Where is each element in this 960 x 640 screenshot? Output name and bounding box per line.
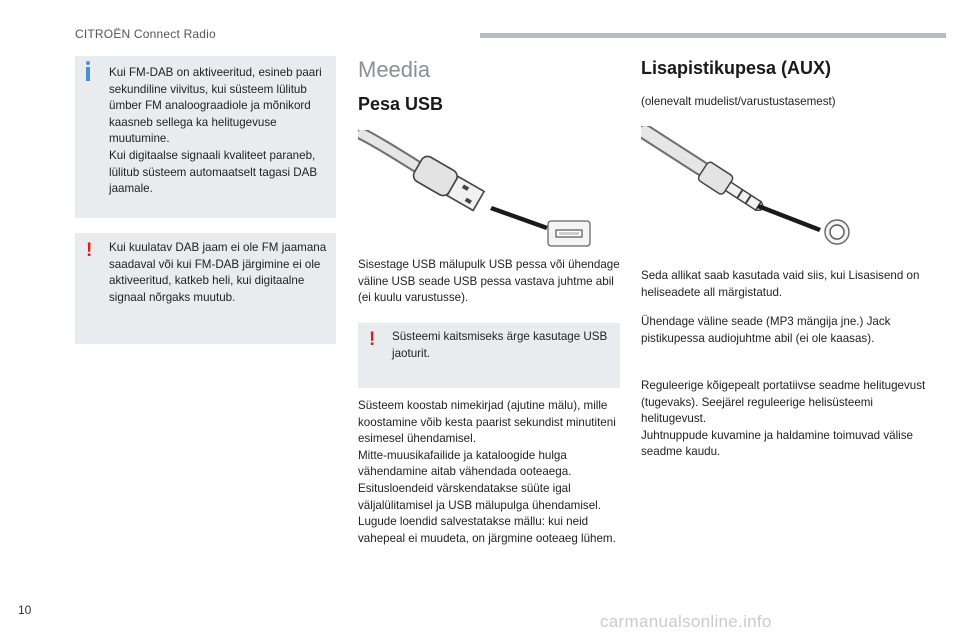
warning-note-dab (75, 233, 336, 344)
info-icon (85, 61, 90, 81)
aux-usage-text: Seda allikat saab kasutada vaid siis, kui Lisasisend on heliseadete all märgistatud. (641, 269, 920, 299)
page-number: 10 (18, 603, 32, 617)
usb-heading: Pesa USB (358, 94, 444, 114)
info-note-text: Kui FM-DAB on aktiveeritud, esineb paari sekundiline viivitus, kui süsteem lülitub ümber FM analoograadiole ja mõnikord kaasneb sellega ka helitugevuse muutumine. Kui digitaalse signaali kvaliteet paraneb, lülitub süsteem automaatselt tagasi DAB jaamale. (109, 66, 322, 196)
warning-note-usb-text: Süsteemi kaitsmiseks ärge kasutage USB jaoturit. (392, 330, 608, 360)
aux-connect-text: Ühendage väline seade (MP3 mängija jne.) Jack pistikupessa audiojuhtme abil (ei ole kaasas). (641, 315, 891, 345)
usb-playlist-text: Süsteem koostab nimekirjad (ajutine mälu), mille koostamine võib kesta paarist sekundist minutiteni esimesel ühendamisel. Mitte-muusikafailide ja kataloogide hulga vähendamine aitab vähendada ooteaega. Esitusloendeid värskendatakse süüte igal väljalülitamisel ja USB mälupulga ühendamisel. Lugude loendid salvestatakse mällu: kui neid vahepeal ei muudeta, on järgmine ooteaeg lühem. (358, 399, 616, 545)
aux-subtitle: (olenevalt mudelist/varustustasemest) (641, 95, 836, 108)
section-heading-media: Meedia (358, 57, 431, 82)
header-rule (480, 33, 946, 38)
warning-note-dab-text: Kui kuulatav DAB jaam ei ole FM jaamana saadaval või kui FM-DAB järgimine ei ole aktiveeritud, katkeb heli, kui digitaalne signaal nõrgaks muutub. (109, 241, 327, 304)
document-header-title: CITROËN Connect Radio (75, 27, 216, 41)
usb-plug-illustration (358, 130, 598, 250)
warning-icon: ! (86, 240, 93, 261)
warning-note-usb (358, 323, 620, 388)
info-note (75, 56, 336, 218)
warning-icon: ! (369, 329, 376, 350)
aux-heading: Lisapistikupesa (AUX) (641, 58, 832, 78)
usb-instruction-text: Sisestage USB mälupulk USB pessa või ühendage väline USB seade USB pessa vastava juhtme abil (ei kuulu varustusse). (358, 258, 620, 305)
aux-volume-text: Reguleerige kõigepealt portatiivse seadme helitugevust (tugevaks). Seejärel reguleerige helisüsteemi helitugevust. Juhtnuppude kuvamine ja haldamine toimuvad välise seadme kaudu. (641, 379, 926, 459)
audio-jack-illustration (641, 126, 861, 251)
watermark: carmanualsonline.info (600, 612, 772, 631)
